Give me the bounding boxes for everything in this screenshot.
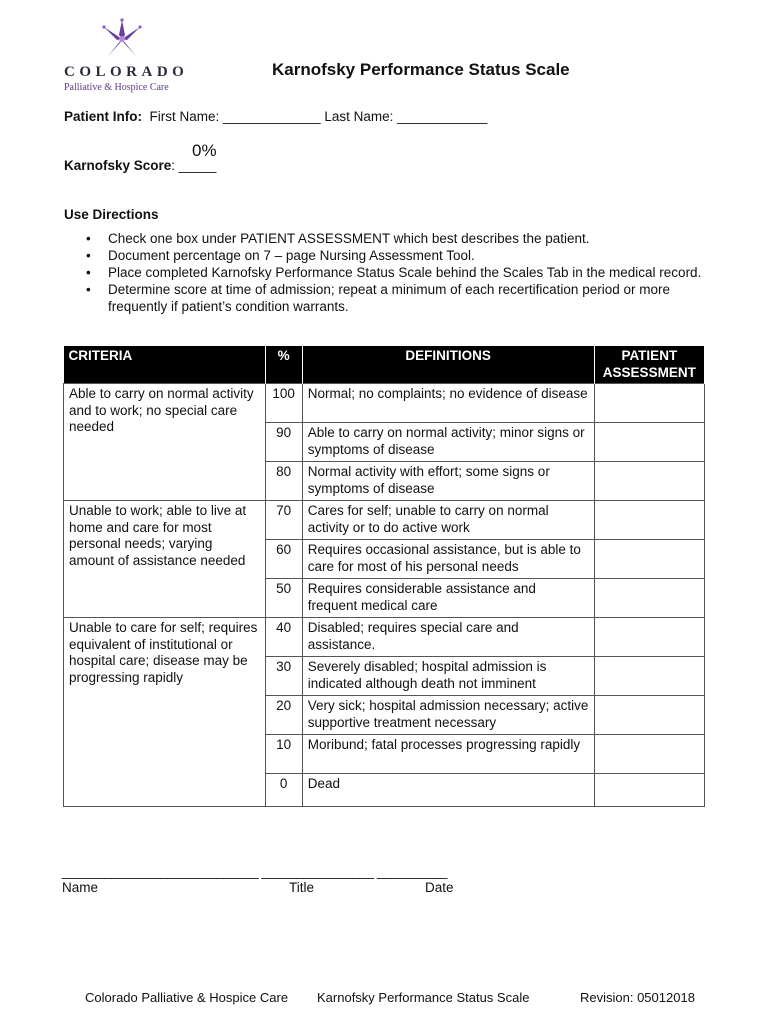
definitions-header: DEFINITIONS [302,346,594,384]
assessment-checkbox-cell[interactable] [594,540,704,579]
assessment-checkbox-cell[interactable] [594,735,704,774]
definition-cell: Severely disabled; hospital admission is indicated although death not imminent [302,657,594,696]
karnofsky-score-line [64,158,216,173]
direction-item: • Document percentage on 7 – page Nursing Assessment Tool. [64,247,704,264]
karnofsky-score-label: Karnofsky Score [64,158,172,173]
definition-cell: Very sick; hospital admission necessary; active supportive treatment necessary [302,696,594,735]
assessment-checkbox-cell[interactable] [594,384,704,423]
table-row [64,618,705,657]
karnofsky-score-value[interactable]: 0% [192,141,217,160]
organization-logo [62,18,189,96]
percent-cell: 30 [265,657,302,696]
logo-subtitle: Palliative & Hospice Care [64,82,169,93]
table-row [64,384,705,423]
direction-item: • Determine score at time of admission; repeat a minimum of each recertification period or more frequently if patient’s condition warrants. [64,281,704,315]
directions-heading: Use Directions [64,207,159,222]
definition-cell: Moribund; fatal processes progressing rapidly [302,735,594,774]
definition-cell: Disabled; requires special care and assistance. [302,618,594,657]
karnofsky-score-field[interactable]: : _____ [171,158,217,173]
criteria-cell: Able to carry on normal activity and to work; no special care needed [64,384,266,501]
percent-cell: 70 [265,501,302,540]
percent-cell: 0 [265,774,302,807]
assessment-checkbox-cell[interactable] [594,774,704,807]
criteria-cell: Unable to work; able to live at home and care for most personal needs; varying amount of assistance needed [64,501,266,618]
signature-title-label: Title [289,880,315,895]
signature-date-label: Date [425,880,454,895]
star-logo-icon [96,18,148,64]
direction-item: • Check one box under PATIENT ASSESSMENT which best describes the patient. [64,230,704,247]
first-name-field[interactable]: First Name: _____________ [149,109,321,124]
definition-cell: Dead [302,774,594,807]
assessment-checkbox-cell[interactable] [594,462,704,501]
criteria-header: CRITERIA [64,346,266,384]
assessment-checkbox-cell[interactable] [594,657,704,696]
assessment-checkbox-cell[interactable] [594,423,704,462]
signature-name-label: Name [62,880,99,895]
percent-cell: 50 [265,579,302,618]
percent-cell: 90 [265,423,302,462]
definition-cell: Requires occasional assistance, but is able to care for most of his personal needs [302,540,594,579]
percent-header: % [265,346,302,384]
direction-item: • Place completed Karnofsky Performance Status Scale behind the Scales Tab in the medical record. [64,264,704,281]
percent-cell: 80 [265,462,302,501]
percent-cell: 60 [265,540,302,579]
patient-info-line [64,109,487,124]
percent-cell: 10 [265,735,302,774]
footer-document-title: Karnofsky Performance Status Scale [317,990,530,1005]
definition-cell: Cares for self; unable to carry on normal activity or to do active work [302,501,594,540]
logo-wordmark: COLORADO [64,64,189,80]
assessment-checkbox-cell[interactable] [594,618,704,657]
karnofsky-table [63,346,705,807]
assessment-header: PATIENT ASSESSMENT [594,346,704,384]
assessment-checkbox-cell[interactable] [594,696,704,735]
directions-list [64,230,704,315]
definition-cell: Able to carry on normal activity; minor signs or symptoms of disease [302,423,594,462]
page-title: Karnofsky Performance Status Scale [272,60,570,79]
percent-cell: 40 [265,618,302,657]
table-header-row [64,346,705,384]
definition-cell: Requires considerable assistance and frequent medical care [302,579,594,618]
percent-cell: 100 [265,384,302,423]
definition-cell: Normal activity with effort; some signs or symptoms of disease [302,462,594,501]
percent-cell: 20 [265,696,302,735]
last-name-field[interactable]: Last Name: ____________ [324,109,488,124]
footer-revision: Revision: 05012018 [580,990,695,1005]
patient-info-label: Patient Info: [64,109,142,124]
assessment-checkbox-cell[interactable] [594,501,704,540]
assessment-checkbox-cell[interactable] [594,579,704,618]
table-row [64,501,705,540]
criteria-cell: Unable to care for self; requires equivalent of institutional or hospital care; disease may be progressing rapidly [64,618,266,807]
definition-cell: Normal; no complaints; no evidence of disease [302,384,594,423]
signature-lines[interactable]: ____________________________ ________________ __________ [62,864,447,879]
footer-organization: Colorado Palliative & Hospice Care [85,990,289,1005]
